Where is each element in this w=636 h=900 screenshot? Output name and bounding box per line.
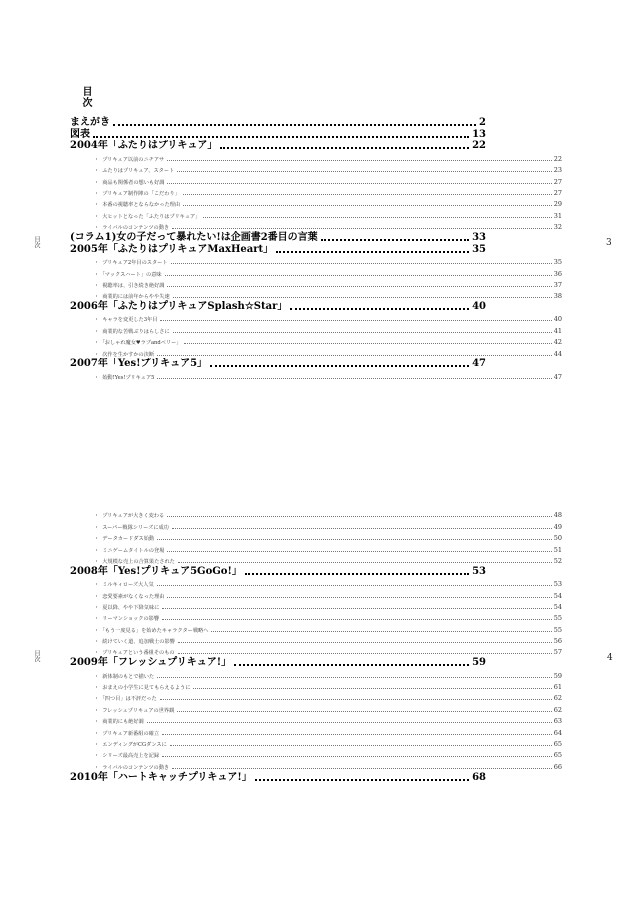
entry-page-number: 61 (553, 683, 562, 692)
entry-page-number: 62 (553, 694, 562, 703)
toc-section-entry (70, 554, 570, 565)
entry-title (70, 752, 159, 759)
entry-page-number: 22 (472, 140, 486, 152)
entry-text: ふたりはプリキュア、スタート (102, 168, 175, 175)
dot-leader (276, 251, 469, 253)
toc-section-entry (70, 542, 570, 553)
entry-page-number: 47 (553, 372, 562, 381)
entry-title (70, 339, 181, 346)
dot-leader (162, 608, 551, 609)
entry-page-number: 48 (553, 511, 562, 520)
bullet-icon: ・ (94, 282, 100, 289)
toc-chapter-entry (70, 128, 570, 140)
entry-title (70, 581, 154, 588)
bullet-icon: ・ (94, 202, 100, 209)
bullet-icon: ・ (94, 707, 100, 714)
bullet-icon: ・ (94, 190, 100, 197)
dot-leader (178, 642, 552, 643)
entry-title (70, 604, 159, 611)
bullet-icon: ・ (94, 696, 100, 703)
dot-leader (178, 562, 552, 563)
entry-text: まえがき (70, 116, 110, 128)
entry-page-number: 55 (553, 625, 562, 634)
entry-text: 2008年「Yes!プリキュア5GoGo!」 (70, 565, 242, 577)
bullet-icon: ・ (94, 271, 100, 278)
bullet-icon: ・ (94, 719, 100, 726)
toc-section-entry (70, 668, 570, 679)
toc-section-entry (70, 622, 570, 633)
entry-page-number: 57 (553, 648, 562, 657)
dot-leader (173, 297, 552, 298)
bullet-icon: ・ (94, 730, 100, 737)
entry-title (70, 116, 110, 128)
entry-title (70, 565, 242, 577)
entry-title (70, 271, 162, 278)
entry-text: 始動!Yes!プリキュア5 (102, 374, 155, 381)
entry-page-number: 49 (553, 522, 562, 531)
entry-page-number: 2 (479, 116, 486, 128)
entry-page-number: 53 (553, 580, 562, 589)
entry-text: 2005年「ふたりはプリキュアMaxHeart」 (70, 243, 274, 255)
toc-chapter-entry (70, 300, 570, 312)
entry-text: 本番の視聴率とならなかった理由 (102, 202, 181, 209)
entry-text: フレッシュプリキュアの世界観 (102, 707, 175, 714)
toc-section-entry (70, 208, 570, 219)
entry-title (70, 179, 164, 186)
toc-chapter-entry (70, 243, 570, 255)
bullet-icon: ・ (94, 685, 100, 692)
entry-text: エンディングがCGダンスに (102, 742, 167, 749)
dot-leader (167, 286, 551, 287)
entry-text: リーマンショックの影響 (102, 616, 160, 623)
entry-text: 夏以降、やや下降気味に (102, 604, 160, 611)
entry-title (70, 167, 174, 174)
dot-leader (167, 516, 551, 517)
entry-page-number: 47 (472, 358, 486, 370)
toc-chapter-entry (70, 358, 570, 370)
entry-page-number: 23 (553, 166, 562, 175)
entry-text: (コラム1)女の子だって暴れたい!は企画書2番目の言葉 (70, 231, 318, 243)
entry-title (70, 282, 164, 289)
entry-text: ライバルのコンテンツの動き (102, 764, 170, 771)
entry-title (70, 673, 154, 680)
entry-text: 商業的には前年からやや失速 (102, 294, 170, 301)
entry-page-number: 32 (553, 223, 562, 232)
toc-section-entry (70, 519, 570, 530)
dot-leader (234, 664, 469, 666)
dot-leader (193, 688, 551, 689)
toc-title: 目次 (80, 86, 91, 108)
entry-page-number: 35 (472, 243, 486, 255)
dot-leader (172, 528, 552, 529)
entry-text: プリキュアという番組そのもの (102, 650, 175, 657)
entry-page-number: 37 (553, 280, 562, 289)
dot-leader (162, 734, 552, 735)
entry-text: 商業的な苦戦ぶりはらしさに (102, 328, 170, 335)
entry-title (70, 293, 170, 300)
toc-chapter-entry (70, 771, 570, 783)
entry-text: 「もう一度見る」を始めたキャラクター戦略へ (102, 627, 209, 634)
bullet-icon: ・ (94, 627, 100, 634)
toc-section-entry (70, 691, 570, 702)
entry-title (70, 718, 144, 725)
toc-section-entry (70, 174, 570, 185)
bullet-icon: ・ (94, 650, 100, 657)
entry-title (70, 764, 169, 771)
dot-leader (172, 228, 552, 229)
entry-page-number: 42 (553, 338, 562, 347)
bullet-icon: ・ (94, 213, 100, 220)
entry-text: プリキュア制作陣の「こだわり」 (102, 190, 180, 197)
entry-title (70, 707, 174, 714)
dot-leader (160, 699, 552, 700)
entry-page-number: 51 (553, 545, 562, 554)
bullet-icon: ・ (94, 351, 100, 358)
entry-page-number: 52 (553, 556, 562, 565)
toc-chapter-entry (70, 116, 570, 128)
bullet-icon: ・ (94, 328, 100, 335)
entry-page-number: 13 (472, 128, 486, 140)
entry-title (70, 190, 180, 197)
dot-leader (184, 343, 551, 344)
dot-leader (165, 275, 552, 276)
toc-section-entry (70, 588, 570, 599)
dot-leader (178, 653, 552, 654)
entry-title (70, 684, 190, 691)
toc-section-entry (70, 714, 570, 725)
entry-page-number: 65 (553, 740, 562, 749)
dot-leader (162, 756, 552, 757)
entry-title (70, 535, 154, 542)
bullet-icon: ・ (94, 513, 100, 520)
entry-text: 商業的にも絶好調 (102, 719, 144, 726)
entry-title (70, 374, 154, 381)
toc-section-entry (70, 346, 570, 357)
entry-title (70, 128, 90, 140)
side-label-left: 目次 (33, 650, 40, 662)
entry-page-number: 56 (553, 637, 562, 646)
entry-text: 「おしゃれ魔女♥ラブandベリー」 (102, 340, 182, 347)
bullet-icon: ・ (94, 536, 100, 543)
toc-section-entry (70, 255, 570, 266)
entry-title (70, 627, 208, 634)
entry-page-number: 59 (553, 671, 562, 680)
entry-text: 「マックスハート」の意味 (102, 271, 162, 278)
entry-title (70, 358, 207, 370)
toc-chapter-entry (70, 565, 570, 577)
entry-page-number: 41 (553, 326, 562, 335)
entry-text: キャラを変更した3年目 (102, 317, 158, 324)
bullet-icon: ・ (94, 558, 100, 565)
entry-title (70, 593, 164, 600)
toc-section-entry (70, 289, 570, 300)
entry-page-number: 64 (553, 728, 562, 737)
entry-title (70, 547, 164, 554)
dot-leader (160, 320, 551, 321)
entry-text: 商品も関係者の想いも好調 (102, 179, 165, 186)
entry-title (70, 512, 164, 519)
dot-leader (167, 551, 551, 552)
entry-text: 大ヒットとなった「ふたりはプリキュア」 (102, 213, 201, 220)
dot-leader (173, 332, 552, 333)
bullet-icon: ・ (94, 294, 100, 301)
entry-title (70, 741, 167, 748)
toc-section-entry (70, 725, 570, 736)
entry-title (70, 615, 159, 622)
entry-page-number: 66 (553, 762, 562, 771)
dot-leader (170, 745, 552, 746)
entry-title (70, 201, 180, 208)
toc-section-entry (70, 645, 570, 656)
dot-leader (321, 239, 469, 241)
entry-text: 次作を生かすかの決断 (102, 351, 155, 358)
entry-text: シリーズ最高売上を記録 (102, 753, 160, 760)
entry-text: 大規模な売上の合算果たされた (102, 558, 175, 565)
entry-text: 続けていく道、追加戦士の影響 (102, 639, 175, 646)
entry-text: データカードダス始動 (102, 536, 155, 543)
entry-text: 2006年「ふたりはプリキュアSplash☆Star」 (70, 301, 288, 313)
dot-leader (157, 677, 552, 678)
entry-page-number: 33 (472, 231, 486, 243)
toc-section-entry (70, 600, 570, 611)
entry-title (70, 351, 154, 358)
toc-section-entry (70, 163, 570, 174)
entry-text: プリキュア以前のニチアサ (102, 156, 165, 163)
toc-chapter-entry (70, 656, 570, 668)
entry-page-number: 35 (553, 258, 562, 267)
toc-section-entry (70, 220, 570, 231)
entry-page-number: 40 (472, 301, 486, 313)
entry-text: 2004年「ふたりはプリキュア」 (70, 140, 218, 152)
bullet-icon: ・ (94, 639, 100, 646)
entry-title (70, 695, 157, 702)
entry-title (70, 638, 175, 645)
toc-page-4 (0, 450, 636, 900)
dot-leader (157, 539, 552, 540)
toc-section-entry (70, 759, 570, 770)
dot-leader (245, 573, 469, 575)
toc-section-entry (70, 680, 570, 691)
entry-text: ミニゲームタイトルの登場 (102, 547, 165, 554)
dot-leader (167, 183, 551, 184)
entry-page-number: 29 (553, 200, 562, 209)
toc-list (70, 116, 570, 381)
entry-title (70, 771, 252, 783)
bullet-icon: ・ (94, 593, 100, 600)
entry-text: 恋愛要素がなくなった理由 (102, 593, 165, 600)
entry-page-number: 31 (553, 211, 562, 220)
entry-page-number: 62 (553, 705, 562, 714)
entry-page-number: 54 (553, 591, 562, 600)
bullet-icon: ・ (94, 742, 100, 749)
entry-title (70, 243, 273, 255)
entry-text: ミルキィローズ大人気 (102, 582, 154, 589)
page-number: 3 (606, 238, 612, 248)
bullet-icon: ・ (94, 156, 100, 163)
entry-page-number: 53 (472, 565, 486, 577)
dot-leader (162, 619, 552, 620)
entry-page-number: 54 (553, 602, 562, 611)
toc-section-entry (70, 611, 570, 622)
dot-leader (167, 160, 551, 161)
dot-leader (203, 217, 551, 218)
entry-title (70, 558, 175, 565)
entry-page-number: 38 (553, 292, 562, 301)
entry-page-number: 55 (553, 614, 562, 623)
entry-text: プリキュア新番組の確立 (102, 730, 160, 737)
bullet-icon: ・ (94, 547, 100, 554)
toc-chapter-entry (70, 140, 570, 152)
dot-leader (172, 768, 552, 769)
entry-text: 新体制のもとで描いた (102, 673, 155, 680)
bullet-icon: ・ (94, 179, 100, 186)
entry-title (70, 140, 217, 152)
dot-leader (177, 171, 552, 172)
entry-title (70, 730, 159, 737)
entry-page-number: 65 (553, 751, 562, 760)
entry-text: 視聴率は、引き続き絶好調 (102, 282, 165, 289)
dot-leader (113, 124, 476, 126)
bullet-icon: ・ (94, 673, 100, 680)
toc-section-entry (70, 323, 570, 334)
dot-leader (157, 585, 552, 586)
dot-leader (177, 711, 551, 712)
entry-text: プリキュアが大きく変わる (102, 513, 165, 520)
toc-section-entry (70, 531, 570, 542)
bullet-icon: ・ (94, 524, 100, 531)
dot-leader (211, 631, 551, 632)
entry-title (70, 259, 168, 266)
toc-section-entry (70, 634, 570, 645)
dot-leader (255, 779, 469, 781)
entry-page-number: 27 (553, 188, 562, 197)
bullet-icon: ・ (94, 340, 100, 347)
entry-text: ライバルのコンテンツの動き (102, 225, 170, 232)
entry-title (70, 524, 169, 531)
entry-page-number: 59 (472, 657, 486, 669)
entry-page-number: 27 (553, 177, 562, 186)
entry-page-number: 40 (553, 315, 562, 324)
toc-section-entry (70, 702, 570, 713)
bullet-icon: ・ (94, 374, 100, 381)
toc-section-entry (70, 266, 570, 277)
toc-section-entry (70, 737, 570, 748)
entry-text: 2007年「Yes!プリキュア5」 (70, 358, 208, 370)
dot-leader (167, 597, 551, 598)
dot-leader (183, 194, 552, 195)
toc-section-entry (70, 369, 570, 380)
toc-section-entry (70, 508, 570, 519)
toc-chapter-entry (70, 231, 570, 243)
entry-text: 図表 (70, 128, 90, 140)
entry-title (70, 328, 170, 335)
entry-page-number: 44 (553, 349, 562, 358)
entry-title (70, 156, 164, 163)
entry-title (70, 224, 169, 231)
entry-text: 2010年「ハートキャッチプリキュア!」 (70, 771, 252, 783)
toc-section-entry (70, 151, 570, 162)
toc-section-entry (70, 278, 570, 289)
entry-page-number: 50 (553, 534, 562, 543)
entry-page-number: 68 (472, 771, 486, 783)
dot-leader (157, 378, 551, 379)
dot-leader (210, 365, 469, 367)
entry-page-number: 36 (553, 269, 562, 278)
dot-leader (183, 205, 552, 206)
bullet-icon: ・ (94, 225, 100, 232)
entry-title (70, 213, 200, 220)
bullet-icon: ・ (94, 616, 100, 623)
bullet-icon: ・ (94, 168, 100, 175)
entry-title (70, 300, 287, 312)
page-number: 4 (607, 653, 613, 663)
entry-title (70, 316, 157, 323)
entry-text: 「四つ目」は不評だった (102, 696, 157, 703)
entry-text: おまえの小学生に見てもらえるように (102, 685, 191, 692)
toc-section-entry (70, 197, 570, 208)
entry-page-number: 63 (553, 717, 562, 726)
toc-section-entry (70, 577, 570, 588)
side-label-left: 目次 (33, 236, 40, 248)
toc-section-entry (70, 748, 570, 759)
entry-title (70, 649, 175, 656)
bullet-icon: ・ (94, 260, 100, 267)
toc-section-entry (70, 312, 570, 323)
dot-leader (157, 355, 552, 356)
dot-leader (220, 147, 469, 149)
dot-leader (171, 263, 552, 264)
bullet-icon: ・ (94, 764, 100, 771)
entry-title (70, 231, 318, 243)
entry-title (70, 656, 231, 668)
toc-section-entry (70, 335, 570, 346)
toc-list (70, 508, 570, 783)
entry-text: プリキュア2年目のスタート (102, 260, 168, 267)
entry-text: 2009年「フレッシュプリキュア!」 (70, 657, 232, 669)
toc-section-entry (70, 186, 570, 197)
bullet-icon: ・ (94, 604, 100, 611)
entry-text: スーパー戦隊シリーズに成功 (102, 524, 169, 531)
bullet-icon: ・ (94, 317, 100, 324)
dot-leader (93, 136, 469, 138)
bullet-icon: ・ (94, 753, 100, 760)
entry-page-number: 22 (553, 154, 562, 163)
dot-leader (290, 308, 469, 310)
dot-leader (147, 722, 552, 723)
bullet-icon: ・ (94, 582, 100, 589)
